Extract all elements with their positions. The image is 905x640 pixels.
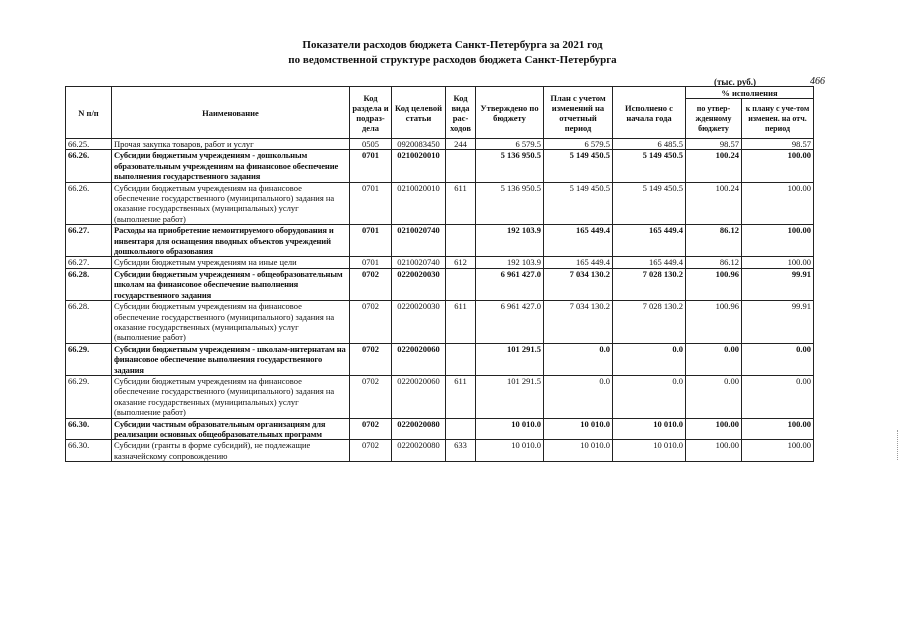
cell-approved: 6 961 427.0 <box>476 301 544 344</box>
cell-pct-approved: 100.00 <box>686 440 742 462</box>
cell-plan: 165 449.4 <box>544 257 613 268</box>
cell-pct-approved: 98.57 <box>686 139 742 150</box>
cell-pct-plan: 100.00 <box>742 225 814 257</box>
cell-article-code: 0210020010 <box>392 182 446 225</box>
cell-approved: 192 103.9 <box>476 225 544 257</box>
cell-article-code: 0210020740 <box>392 225 446 257</box>
cell-article-code: 0920083450 <box>392 139 446 150</box>
cell-executed: 165 449.4 <box>613 225 686 257</box>
header-section-code: Код раздела и подраз-дела <box>350 87 392 139</box>
cell-num: 66.30. <box>66 418 112 440</box>
cell-type-code <box>446 225 476 257</box>
cell-approved: 101 291.5 <box>476 343 544 375</box>
cell-article-code: 0220020080 <box>392 440 446 462</box>
cell-executed: 0.0 <box>613 375 686 418</box>
cell-executed: 10 010.0 <box>613 418 686 440</box>
cell-plan: 5 149 450.5 <box>544 150 613 182</box>
cell-approved: 101 291.5 <box>476 375 544 418</box>
cell-type-code: 611 <box>446 301 476 344</box>
header-type-code: Код вида рас-ходов <box>446 87 476 139</box>
cell-article-code: 0220020080 <box>392 418 446 440</box>
page-number: 466 <box>810 76 825 87</box>
cell-section-code: 0505 <box>350 139 392 150</box>
cell-section-code: 0702 <box>350 343 392 375</box>
cell-executed: 165 449.4 <box>613 257 686 268</box>
cell-section-code: 0702 <box>350 440 392 462</box>
cell-type-code: 611 <box>446 182 476 225</box>
cell-type-code: 633 <box>446 440 476 462</box>
cell-plan: 165 449.4 <box>544 225 613 257</box>
table-row <box>66 225 814 257</box>
cell-section-code: 0702 <box>350 375 392 418</box>
cell-pct-approved: 86.12 <box>686 257 742 268</box>
cell-pct-approved: 100.00 <box>686 418 742 440</box>
cell-type-code: 244 <box>446 139 476 150</box>
cell-pct-approved: 100.24 <box>686 182 742 225</box>
cell-pct-approved: 0.00 <box>686 343 742 375</box>
budget-table <box>65 86 814 462</box>
cell-type-code <box>446 343 476 375</box>
cell-section-code: 0701 <box>350 182 392 225</box>
cell-approved: 5 136 950.5 <box>476 150 544 182</box>
cell-name: Субсидии бюджетным учреждениям - дошкольным образовательным учреждениям на финансовое обеспечение выполнения государственного задания <box>112 150 350 182</box>
cell-pct-plan: 100.00 <box>742 418 814 440</box>
table-row <box>66 139 814 150</box>
cell-type-code <box>446 418 476 440</box>
table-row <box>66 418 814 440</box>
cell-name: Прочая закупка товаров, работ и услуг <box>112 139 350 150</box>
table-row <box>66 182 814 225</box>
cell-num: 66.26. <box>66 182 112 225</box>
cell-plan: 5 149 450.5 <box>544 182 613 225</box>
cell-name: Субсидии бюджетным учреждениям на финансовое обеспечение государственного (муниципального) задания на оказание государственных (муниципальных) услуг (выполнение работ) <box>112 301 350 344</box>
cell-name: Субсидии (гранты в форме субсидий), не подлежащие казначейскому сопровождению <box>112 440 350 462</box>
table-body <box>66 139 814 462</box>
cell-pct-plan: 0.00 <box>742 343 814 375</box>
cell-pct-approved: 86.12 <box>686 225 742 257</box>
cell-article-code: 0210020010 <box>392 150 446 182</box>
cell-type-code: 612 <box>446 257 476 268</box>
cell-plan: 0.0 <box>544 343 613 375</box>
title-line-2: по ведомственной структуре расходов бюджета Санкт-Петербурга <box>288 54 617 66</box>
cell-approved: 6 579.5 <box>476 139 544 150</box>
cell-plan: 10 010.0 <box>544 440 613 462</box>
header-plan: План с учетом изменений на отчетный период <box>544 87 613 139</box>
cell-num: 66.28. <box>66 301 112 344</box>
header-executed: Исполнено с начала года <box>613 87 686 139</box>
cell-section-code: 0701 <box>350 150 392 182</box>
cell-name: Субсидии бюджетным учреждениям - общеобразовательным школам на финансовое обеспечение выполнения государственного задания <box>112 268 350 300</box>
cell-pct-plan: 100.00 <box>742 257 814 268</box>
scan-edge-mark <box>897 430 899 460</box>
header-article-code: Код целевой статьи <box>392 87 446 139</box>
units-label: (тыс. руб.) <box>714 77 756 87</box>
cell-num: 66.28. <box>66 268 112 300</box>
cell-section-code: 0702 <box>350 268 392 300</box>
table-row <box>66 257 814 268</box>
table-row <box>66 440 814 462</box>
cell-section-code: 0702 <box>350 301 392 344</box>
cell-pct-plan: 100.00 <box>742 150 814 182</box>
cell-name: Субсидии бюджетным учреждениям - школам-интернатам на финансовое обеспечение выполнения государственного задания <box>112 343 350 375</box>
cell-executed: 5 149 450.5 <box>613 182 686 225</box>
header-num: N п/п <box>66 87 112 139</box>
cell-article-code: 0220020060 <box>392 343 446 375</box>
cell-num: 66.27. <box>66 257 112 268</box>
cell-section-code: 0701 <box>350 225 392 257</box>
cell-name: Субсидии бюджетным учреждениям на финансовое обеспечение государственного (муниципального) задания на оказание государственных (муниципальных) услуг (выполнение работ) <box>112 375 350 418</box>
cell-pct-plan: 99.91 <box>742 268 814 300</box>
header-pct-plan: к плану с уче-том изменен. на отч. период <box>742 99 814 139</box>
header-pct-approved: по утвер-жденному бюджету <box>686 99 742 139</box>
cell-num: 66.27. <box>66 225 112 257</box>
cell-pct-approved: 0.00 <box>686 375 742 418</box>
cell-name: Расходы на приобретение немонтируемого оборудования и инвентаря для оснащения вводных объектов учреждений дошкольного образования <box>112 225 350 257</box>
cell-approved: 5 136 950.5 <box>476 182 544 225</box>
cell-num: 66.30. <box>66 440 112 462</box>
cell-name: Субсидии бюджетным учреждениям на иные цели <box>112 257 350 268</box>
table-row <box>66 268 814 300</box>
cell-article-code: 0220020060 <box>392 375 446 418</box>
cell-plan: 0.0 <box>544 375 613 418</box>
table-row <box>66 301 814 344</box>
cell-executed: 7 028 130.2 <box>613 301 686 344</box>
cell-approved: 10 010.0 <box>476 418 544 440</box>
cell-plan: 7 034 130.2 <box>544 301 613 344</box>
cell-pct-plan: 98.57 <box>742 139 814 150</box>
cell-plan: 10 010.0 <box>544 418 613 440</box>
cell-pct-plan: 100.00 <box>742 182 814 225</box>
header-approved: Утверждено по бюджету <box>476 87 544 139</box>
cell-executed: 0.0 <box>613 343 686 375</box>
cell-plan: 7 034 130.2 <box>544 268 613 300</box>
table-row <box>66 343 814 375</box>
cell-article-code: 0220020030 <box>392 268 446 300</box>
table-row <box>66 375 814 418</box>
cell-section-code: 0702 <box>350 418 392 440</box>
cell-article-code: 0210020740 <box>392 257 446 268</box>
cell-pct-plan: 99.91 <box>742 301 814 344</box>
cell-pct-plan: 0.00 <box>742 375 814 418</box>
cell-executed: 10 010.0 <box>613 440 686 462</box>
title-line-1: Показатели расходов бюджета Санкт-Петербурга за 2021 год <box>302 39 603 51</box>
cell-type-code <box>446 268 476 300</box>
cell-plan: 6 579.5 <box>544 139 613 150</box>
cell-name: Субсидии бюджетным учреждениям на финансовое обеспечение государственного (муниципального) задания на оказание государственных (муниципальных) услуг (выполнение работ) <box>112 182 350 225</box>
cell-num: 66.26. <box>66 150 112 182</box>
cell-pct-plan: 100.00 <box>742 440 814 462</box>
cell-approved: 192 103.9 <box>476 257 544 268</box>
header-percent-group: % исполнения <box>686 87 814 99</box>
cell-approved: 6 961 427.0 <box>476 268 544 300</box>
cell-executed: 6 485.5 <box>613 139 686 150</box>
table-row <box>66 150 814 182</box>
cell-executed: 5 149 450.5 <box>613 150 686 182</box>
cell-article-code: 0220020030 <box>392 301 446 344</box>
cell-type-code <box>446 150 476 182</box>
cell-pct-approved: 100.96 <box>686 268 742 300</box>
header-name: Наименование <box>112 87 350 139</box>
page-title <box>0 38 905 68</box>
cell-num: 66.29. <box>66 375 112 418</box>
cell-num: 66.29. <box>66 343 112 375</box>
cell-pct-approved: 100.96 <box>686 301 742 344</box>
cell-section-code: 0701 <box>350 257 392 268</box>
cell-type-code: 611 <box>446 375 476 418</box>
cell-executed: 7 028 130.2 <box>613 268 686 300</box>
cell-pct-approved: 100.24 <box>686 150 742 182</box>
cell-num: 66.25. <box>66 139 112 150</box>
cell-approved: 10 010.0 <box>476 440 544 462</box>
cell-name: Субсидии частным образовательным организациям для реализации основных общеобразовательных программ <box>112 418 350 440</box>
